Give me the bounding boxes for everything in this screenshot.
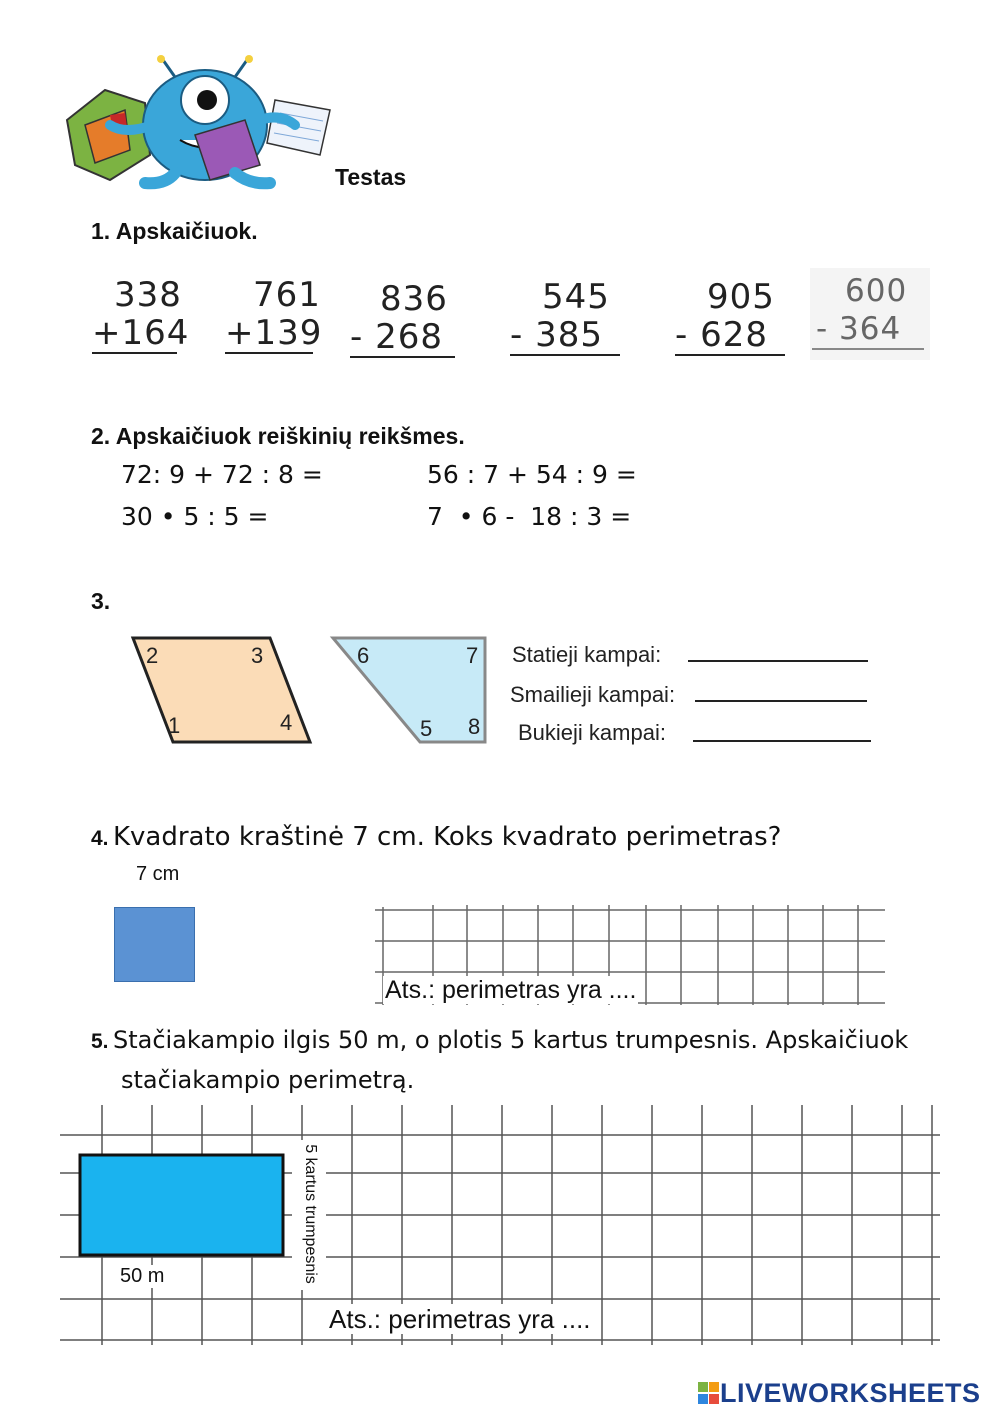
right-angles-label: Statieji kampai:: [512, 642, 662, 667]
parallelogram-angle-2: 2: [146, 643, 159, 668]
q1-problem-6-top: 600: [845, 273, 908, 309]
rect-length-label: 50 m: [120, 1265, 165, 1287]
q3-heading: 3.: [91, 588, 111, 614]
q1-problem-5-bottom: - 628: [675, 315, 768, 355]
trapezoid-angle-8: 8: [468, 714, 481, 739]
brand-name: LIVEWORKSHEETS: [720, 1378, 981, 1408]
square-shape: [114, 907, 195, 982]
acute-angles-label: Smailieji kampai:: [510, 682, 676, 707]
q4-number: 4.: [91, 827, 109, 850]
q1-problem-2-bottom: +139: [225, 313, 323, 353]
q4-question: [91, 822, 781, 852]
q1-problem-2-top: 761: [253, 275, 321, 315]
q2-expression-1: 72: 9 + 72 : 8 =: [121, 460, 323, 489]
square-side-label: 7 cm: [136, 863, 180, 885]
q2-heading: 2. Apskaičiuok reiškinių reikšmes.: [91, 423, 465, 449]
q2-expression-4: 7 • 6 - 18 : 3 =: [427, 502, 632, 531]
rect-width-label: 5 kartus trumpesnis: [302, 1144, 319, 1284]
q4-text: Kvadrato kraštinė 7 cm. Koks kvadrato perimetras?: [112, 822, 782, 852]
trapezoid-angle-7: 7: [466, 643, 479, 668]
q1-problem-6-line: [812, 348, 924, 350]
q1-problem-5: [675, 278, 787, 356]
obtuse-angles-label: Bukieji kampai:: [518, 720, 666, 745]
q5-text-line1: Stačiakampio ilgis 50 m, o plotis 5 kartus trumpesnis. Apskaičiuok: [112, 1026, 909, 1054]
parallelogram-angle-4: 4: [280, 710, 293, 735]
q1-problem-1: [92, 275, 190, 354]
trapezoid-angle-5: 5: [420, 716, 433, 741]
q1-problem-6: [810, 268, 930, 360]
q1-problem-5-top: 905: [707, 277, 775, 317]
q5-number: 5.: [91, 1030, 109, 1053]
page-title: Testas: [335, 164, 407, 190]
q1-problem-3-top: 836: [380, 279, 448, 319]
q2-expression-2: 56 : 7 + 54 : 9 =: [427, 460, 637, 489]
q1-problem-1-top: 338: [114, 275, 182, 315]
trapezoid-angle-6: 6: [357, 643, 370, 668]
parallelogram-angle-1: 1: [168, 713, 181, 738]
right-angles-answer-line[interactable]: [688, 660, 868, 662]
monster-illustration: [55, 55, 340, 195]
liveworksheets-icon: [698, 1382, 720, 1406]
q1-problem-2: [225, 275, 323, 354]
q1-problems: [92, 273, 942, 366]
q5-text-line2: stačiakampio perimetrą.: [121, 1066, 415, 1094]
q1-problem-6-bottom: - 364: [816, 311, 902, 347]
q4-answer-text: Ats.: perimetras yra ....: [385, 976, 637, 1004]
q1-problem-4-top: 545: [542, 277, 610, 317]
q1-problem-1-bottom: +164: [92, 313, 190, 353]
q1-problem-3-bottom: - 268: [350, 317, 443, 357]
obtuse-angles-answer-line[interactable]: [693, 740, 871, 742]
q1-problem-4: [510, 278, 622, 356]
q1-problem-4-bottom: - 385: [510, 315, 603, 355]
acute-angles-answer-line[interactable]: [695, 700, 867, 702]
q5-answer-text: Ats.: perimetras yra ....: [326, 1304, 594, 1334]
q1-problem-3: [350, 280, 460, 358]
q1-heading: 1. Apskaičiuok.: [91, 218, 258, 244]
q2-expression-3: 30 • 5 : 5 =: [121, 502, 269, 531]
parallelogram-angle-3: 3: [251, 643, 264, 668]
liveworksheets-logo[interactable]: [698, 1378, 981, 1409]
q5-question: [91, 1026, 908, 1054]
